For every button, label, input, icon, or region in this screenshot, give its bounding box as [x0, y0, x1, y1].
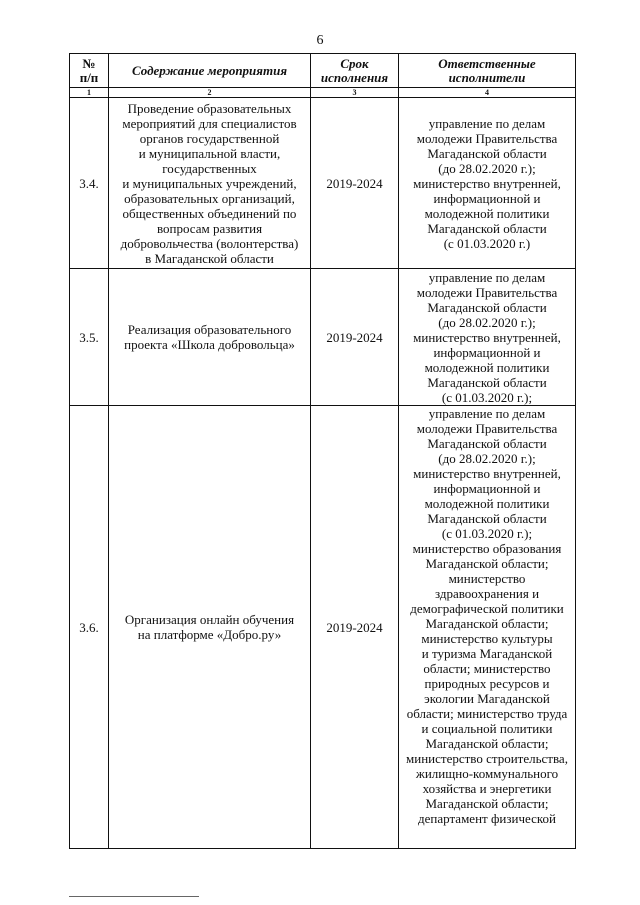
text-line: природных ресурсов и: [424, 676, 550, 691]
table-row: [70, 406, 576, 849]
text-line: департамент физической: [418, 811, 556, 826]
text-line: добровольчества (волонтерства): [120, 235, 299, 251]
header-responsible: Ответственные исполнители: [399, 54, 576, 88]
text-line: (до 28.02.2020 г.);: [438, 160, 536, 176]
text-line: управление по делам: [428, 269, 546, 285]
row-content: [109, 98, 311, 269]
text-line: министерство строительства,: [406, 751, 568, 766]
text-line: (с 01.03.2020 г.): [443, 235, 531, 251]
text-line: и туризма Магаданской: [421, 646, 553, 661]
text-line: Магаданской области: [427, 299, 547, 315]
text-line: молодежи Правительства: [416, 130, 558, 146]
table-header-row: [70, 54, 576, 88]
text-line: вопросам развития: [156, 220, 263, 236]
text-line: демографической политики: [410, 601, 564, 616]
header-number: № п/п: [70, 54, 109, 88]
text-line: молодежной политики: [424, 359, 550, 375]
text-line: общественных объединений по: [122, 205, 297, 221]
text-line: (до 28.02.2020 г.);: [438, 451, 536, 466]
row-content: [109, 269, 311, 406]
text-line: области; министерство: [423, 661, 551, 676]
text-line: Магаданской области: [427, 436, 547, 451]
text-line: молодежи Правительства: [416, 421, 558, 436]
text-line: министерство внутренней,: [413, 329, 561, 345]
text-line: министерство внутренней,: [413, 175, 561, 191]
row-number: 3.4.: [70, 98, 109, 269]
table-row: [70, 269, 576, 406]
text-line: хозяйства и энергетики: [422, 781, 552, 796]
header-content: Содержание мероприятия: [109, 54, 311, 88]
events-table: [69, 53, 576, 849]
text-line: Организация онлайн обучения: [124, 612, 295, 627]
text-line: органов государственной: [139, 130, 280, 146]
text-line: управление по делам: [428, 115, 546, 131]
row-number: 3.6.: [70, 406, 109, 849]
text-line: и муниципальных учреждений,: [122, 175, 297, 191]
row-term: 2019-2024: [311, 98, 399, 269]
text-line: жилищно-коммунального: [415, 766, 559, 781]
row-responsible: [399, 406, 576, 849]
header-term: Срок исполнения: [311, 54, 399, 88]
row-number: 3.5.: [70, 269, 109, 406]
text-line: Магаданской области: [427, 374, 547, 390]
text-line: на платформе «Добро.ру»: [137, 627, 282, 642]
text-line: (с 01.03.2020 г.);: [441, 526, 533, 541]
text-line: и муниципальной власти,: [138, 145, 281, 161]
footer-divider: [69, 896, 199, 897]
text-line: молодежной политики: [424, 205, 550, 221]
text-line: государственных: [162, 160, 257, 176]
text-line: министерство внутренней,: [413, 466, 561, 481]
row-content: [109, 406, 311, 849]
text-line: экологии Магаданской: [424, 691, 550, 706]
text-line: Магаданской области: [427, 220, 547, 236]
text-line: информационной и: [433, 344, 541, 360]
text-line: мероприятий для специалистов: [122, 115, 297, 131]
text-line: управление по делам: [428, 406, 546, 421]
page-number: 6: [316, 33, 324, 48]
text-line: Магаданской области;: [425, 616, 549, 631]
text-line: в Магаданской области: [145, 250, 274, 266]
text-line: Проведение образовательных: [127, 100, 292, 116]
text-line: проекта «Школа добровольца»: [124, 337, 295, 352]
text-line: информационной и: [433, 481, 541, 496]
text-line: Магаданской области;: [425, 556, 549, 571]
text-line: Магаданской области;: [425, 796, 549, 811]
column-index-4: 4: [399, 88, 576, 98]
column-index-1: 1: [70, 88, 109, 98]
text-line: здравоохранения и: [434, 586, 540, 601]
row-responsible: [399, 269, 576, 406]
text-line: Магаданской области: [427, 145, 547, 161]
text-line: молодежной политики: [424, 496, 550, 511]
row-responsible: [399, 98, 576, 269]
text-line: министерство образования: [412, 541, 562, 556]
text-line: Магаданской области: [427, 511, 547, 526]
column-index-row: [70, 88, 576, 98]
text-line: Магаданской области;: [425, 736, 549, 751]
text-line: информационной и: [433, 190, 541, 206]
text-line: министерство культуры: [421, 631, 553, 646]
text-line: министерство: [448, 571, 526, 586]
row-term: 2019-2024: [311, 406, 399, 849]
table-row: [70, 98, 576, 269]
text-line: образовательных организаций,: [124, 190, 295, 206]
column-index-2: 2: [109, 88, 311, 98]
text-line: и социальной политики: [421, 721, 553, 736]
text-line: Реализация образовательного: [127, 322, 292, 337]
text-line: (с 01.03.2020 г.);: [441, 389, 533, 405]
text-line: молодежи Правительства: [416, 284, 558, 300]
text-line: области; министерство труда: [406, 706, 568, 721]
text-line: (до 28.02.2020 г.);: [438, 314, 536, 330]
row-term: 2019-2024: [311, 269, 399, 406]
column-index-3: 3: [311, 88, 399, 98]
